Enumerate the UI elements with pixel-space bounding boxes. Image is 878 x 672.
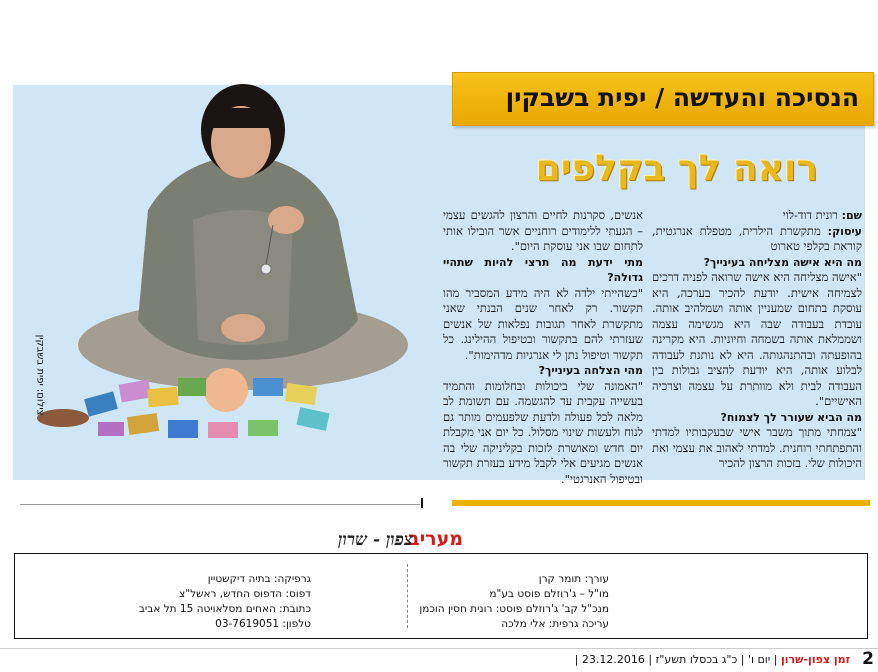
question-label: שם: [841,209,862,222]
footer-brand: זמן צפון-שרון [780,653,850,666]
question-label: עיסוק: [827,224,862,238]
portrait-photo [28,60,438,440]
credit-line: עריכה גרפית: אלי מלכה [501,618,609,630]
question-heading: מהי הצלחה בעינייך? [538,364,643,377]
credit-line: גרפיקה: בתיה דיקשטיין [207,573,311,585]
hand-shape [268,206,304,234]
credits-right [389,572,609,632]
article-headline: רואה לך בקלפים [535,148,818,189]
divider-line [20,504,420,505]
credit-line: טלפון: 03-7619051 [215,618,311,630]
photo-credit [20,300,46,420]
credits-left [111,572,311,632]
credit-line: מנכ"ל קב' ג'רוזלם פוסט: רונית חסין הוכמן [419,603,609,615]
page-footer [0,648,878,672]
column-header [452,72,874,126]
credit-line: כתובת: האחים מסלאויטה 15 תל אביב [138,603,311,615]
credit-line: עורך: תומר קרן [538,573,609,585]
photo-credit-text: צילום: יפית בשבקין [34,334,46,416]
credits-separator [407,564,408,628]
question-heading: מה היא אישה מצליחה בעינייך? [703,255,862,269]
article-column-left [443,208,643,487]
article-column-right [652,208,862,472]
answer-paragraph: "צמחתי מתוך משבר אישי שבעקבותיו למדתי והתפתחתי רוחנית. למדתי לאהוב את עצמי ואת היכולות שלי. בזכות הרצון להכיר [652,425,862,470]
salt-lamp-shape [204,368,248,412]
divider-accent-bar [452,500,870,506]
answer-paragraph: "האמונה שלי ביכולות ובחלומות והתמיד בעשייה עקבית עד להגשמה. עם תשומת לב מלאה לכל פעולה ולדעת שלפעמים מותר גם לנוח ולעשות שינוי מסלול. כל יום אני מקבלת יום חדש ומאושרת לזכות בקליניקה שלי בה אנשים מגיעים אלי לקבל מידע בעזרת תקשור ובטיפול האנרגטי". [443,378,643,486]
logo-region: צפון - שרון [338,530,413,550]
question-heading: מה הביא שעורר לך לצמוח? [720,410,862,424]
question-heading: מתי ידעת מה תרצי להיות שתהיי גדולה? [443,255,643,284]
pendulum-shape [261,264,271,274]
page-number: 2 [862,649,874,669]
divider-tick [421,498,423,508]
answer-text: מתקשרת הילרית, מטפלת אנרגטית, קוראת בקלפי טארוט [652,223,862,253]
answer-text: רונית דוד-לוי [782,208,842,222]
column-title: הנסיכה והעדשה / יפית בשבקין [505,83,859,112]
credit-line: דפוס: הדפוס החדש, ראשל"צ [179,588,311,600]
answer-paragraph: "כשהייתי ילדה לא היה מידע המסביר מהו תקשור. רק לאחר שנים הבנתי שאני מתקשרת לאחר תגובות נפלאות של אנשים שעזרתי להם בתקשור ובטיפול ההילינג. כל תקשור וטיפול נתן לי אנרגיות מדהימות". [443,285,643,362]
footer-info [575,653,850,666]
answer-paragraph: "אישה מצליחה היא אישה שרואה לפניה דרכים לצמיחה אישית. יודעת להכיר בערכה, היא עוסקת בתחום שמעניין אותה ושמלהיב אותה. עובדת בעבודה שבה היא מגשימה עצמה ושממלאת אותה בשמחה וחיוניות. היא מקרינה בהופעתה ובהתנהגותה. היא לא נותנת לעבודה לבלוע אותה, היא יודעת להציב גבולות בין העבודה לבית ולא מוותרת על עצמה וצרכיה האישיים". [652,270,862,408]
credit-line: מו"ל – ג'רוזלם פוסט בע"מ [489,588,609,600]
credits-box [14,553,868,639]
footer-date: | יום ו' | כ"ג בכסלו תשע"ז | 23.12.2016 | [574,653,781,666]
logo-name: מעריב [408,528,464,550]
answer-paragraph: אנשים, סקרנות לחיים והרצון להגשים עצמי – הגעתי ללימודים רוחניים אשר הובילו אותי לתחום שבו אני עוסקת היום". [443,208,643,253]
